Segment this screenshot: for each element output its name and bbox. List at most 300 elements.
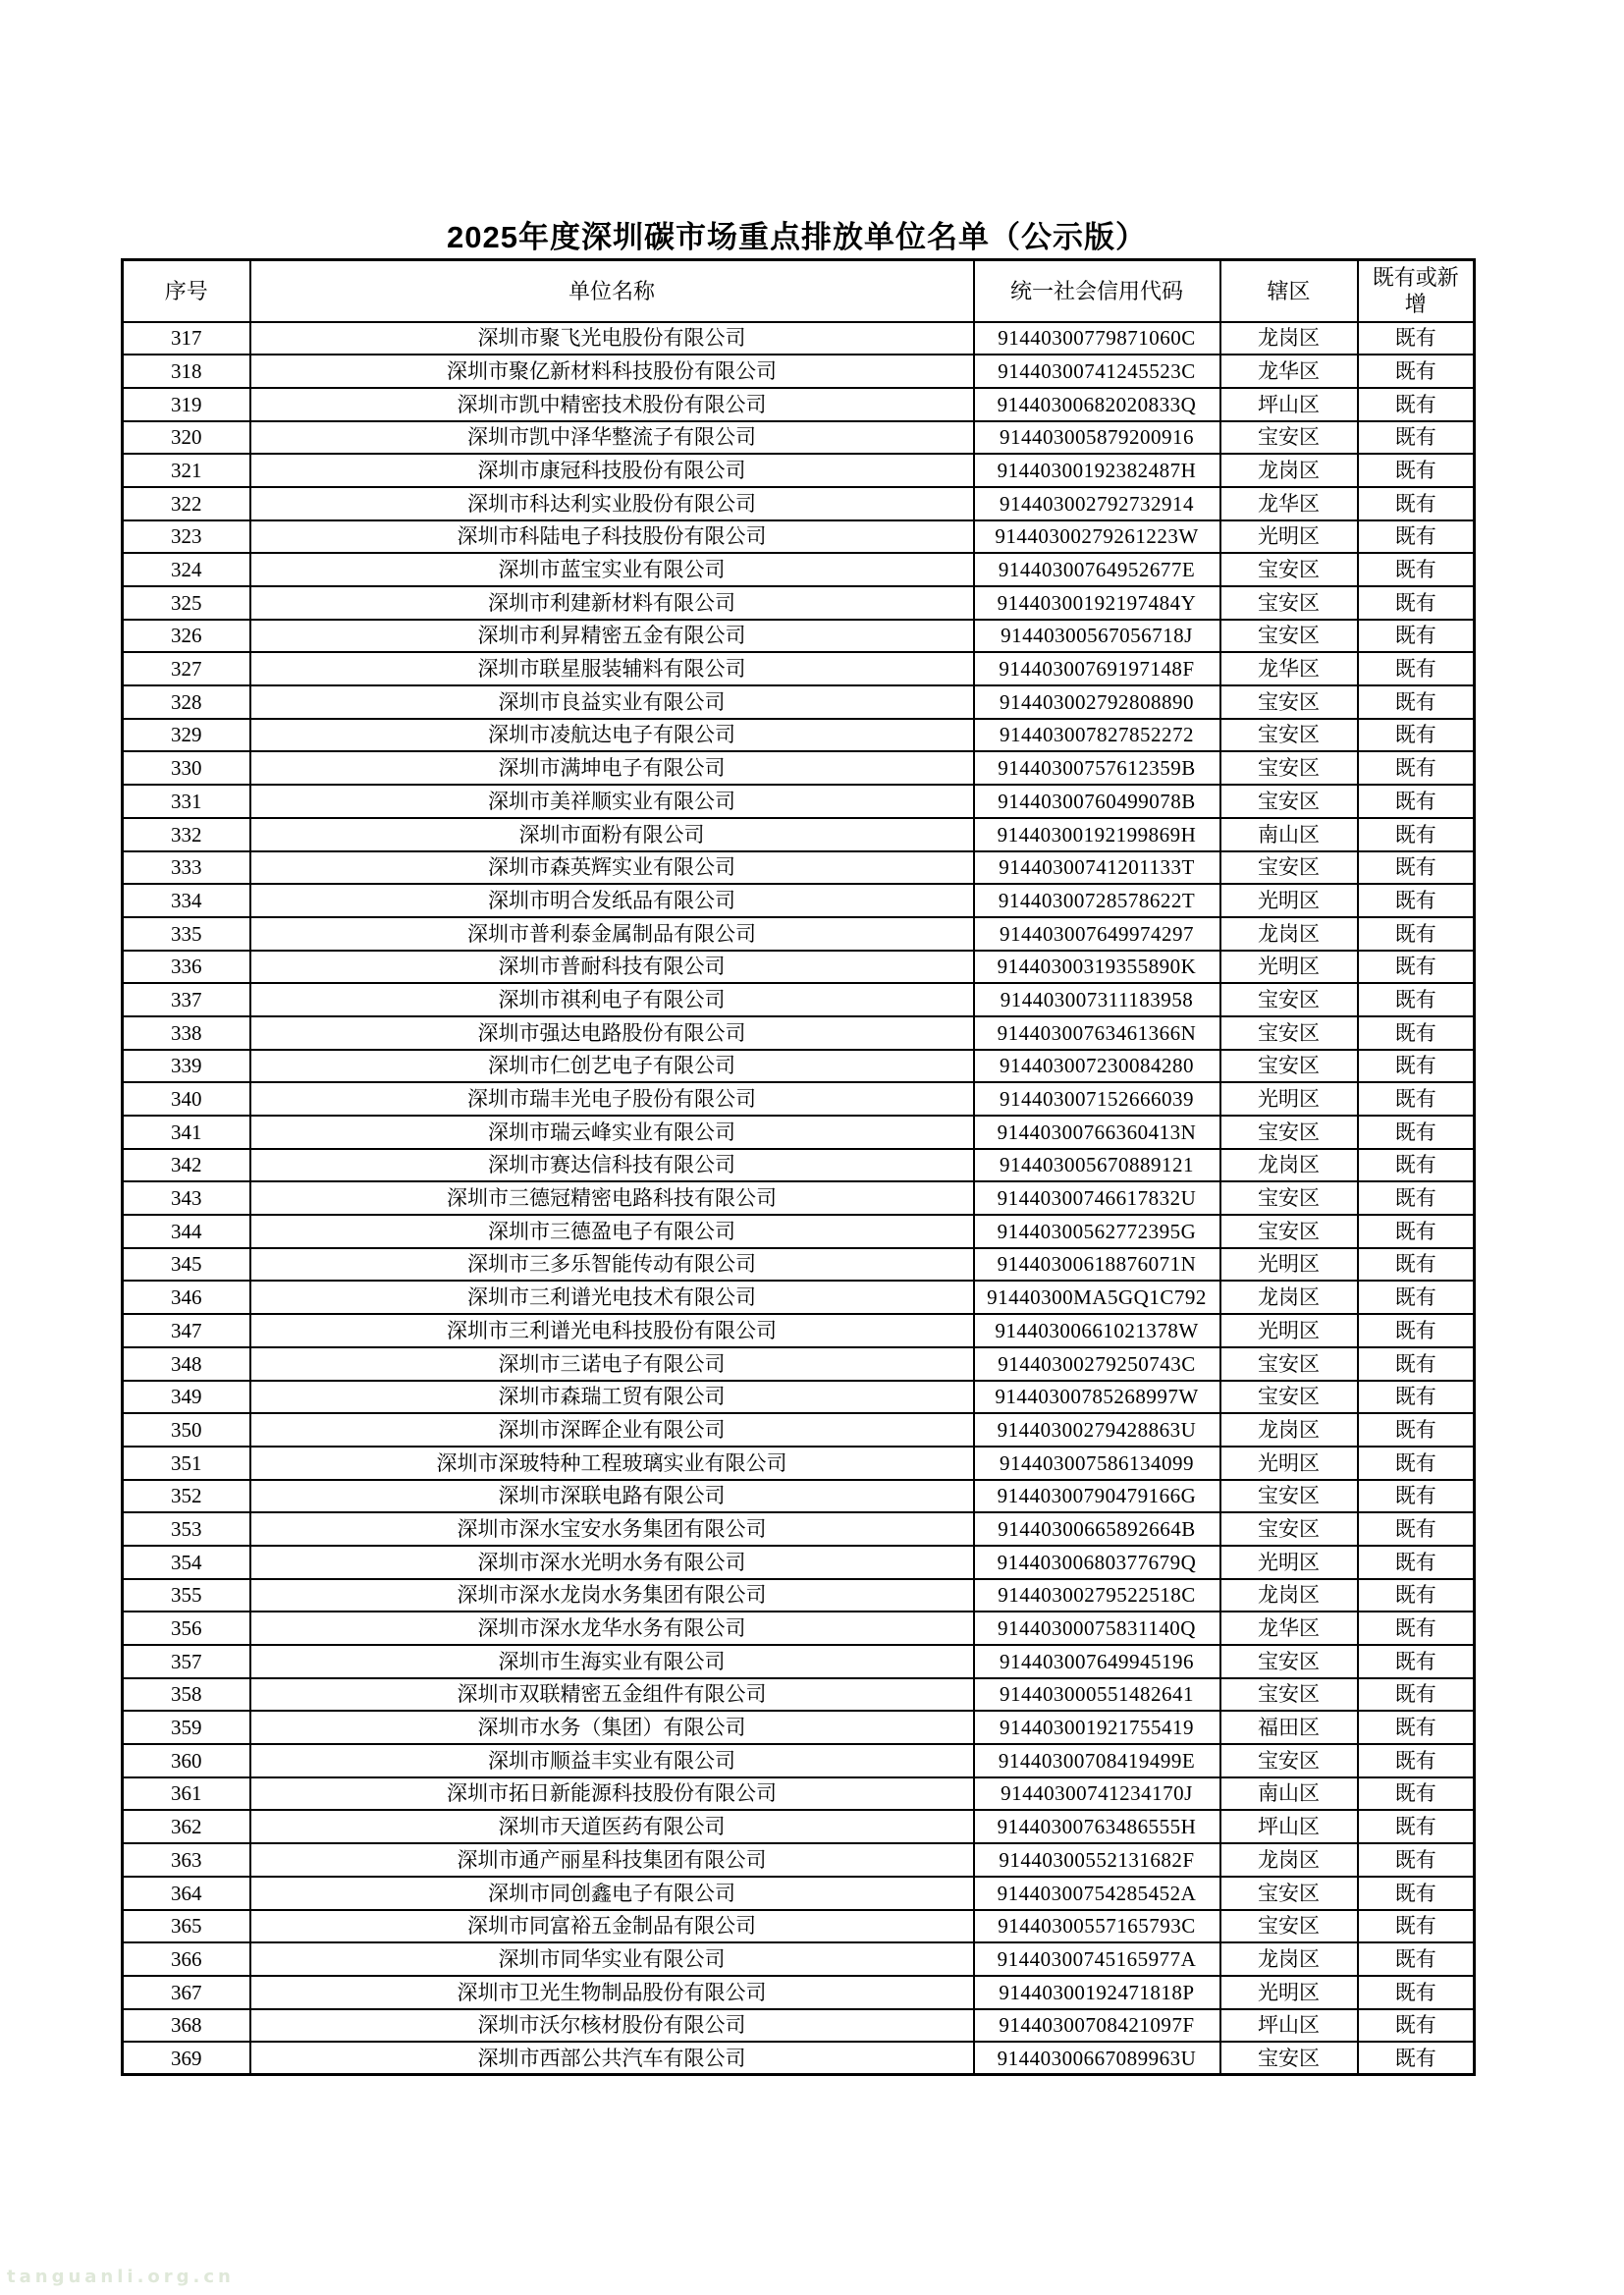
cell-status: 既有 — [1358, 1281, 1475, 1314]
table-row — [123, 818, 1475, 851]
cell-credit-code: 91440300319355890K — [974, 951, 1220, 984]
cell-company-name: 深圳市同富裕五金制品有限公司 — [250, 1910, 974, 1943]
cell-status: 既有 — [1358, 1910, 1475, 1943]
cell-index: 333 — [123, 851, 250, 885]
cell-company-name: 深圳市深水光明水务有限公司 — [250, 1546, 974, 1579]
cell-district: 宝安区 — [1220, 421, 1358, 455]
cell-credit-code: 91440300779871060C — [974, 322, 1220, 355]
cell-status: 既有 — [1358, 1447, 1475, 1480]
cell-company-name: 深圳市深水龙华水务有限公司 — [250, 1612, 974, 1645]
cell-index: 349 — [123, 1381, 250, 1414]
cell-status: 既有 — [1358, 388, 1475, 421]
cell-district: 南山区 — [1220, 818, 1358, 851]
cell-status: 既有 — [1358, 620, 1475, 653]
cell-index: 330 — [123, 751, 250, 785]
cell-district: 宝安区 — [1220, 620, 1358, 653]
cell-credit-code: 914403000551482641 — [974, 1678, 1220, 1712]
table-row — [123, 1248, 1475, 1282]
cell-credit-code: 91440300760499078B — [974, 785, 1220, 818]
cell-index: 343 — [123, 1181, 250, 1215]
cell-company-name: 深圳市仁创艺电子有限公司 — [250, 1050, 974, 1083]
cell-status: 既有 — [1358, 1116, 1475, 1149]
cell-status: 既有 — [1358, 586, 1475, 620]
cell-status: 既有 — [1358, 1579, 1475, 1612]
cell-district: 宝安区 — [1220, 1480, 1358, 1513]
table-row — [123, 1910, 1475, 1943]
table-row — [123, 2009, 1475, 2043]
cell-index: 334 — [123, 884, 250, 917]
cell-credit-code: 91440300279522518C — [974, 1579, 1220, 1612]
cell-company-name: 深圳市森英辉实业有限公司 — [250, 851, 974, 885]
cell-district: 坪山区 — [1220, 1810, 1358, 1843]
table-row — [123, 1116, 1475, 1149]
table-row — [123, 983, 1475, 1016]
table-row — [123, 751, 1475, 785]
cell-status: 既有 — [1358, 1810, 1475, 1843]
cell-company-name: 深圳市同创鑫电子有限公司 — [250, 1877, 974, 1910]
site-watermark: tanguanli.org.cn — [7, 2267, 235, 2287]
cell-index: 324 — [123, 553, 250, 586]
cell-credit-code: 914403007827852272 — [974, 719, 1220, 752]
cell-district: 龙华区 — [1220, 355, 1358, 388]
table-row — [123, 851, 1475, 885]
cell-district: 宝安区 — [1220, 586, 1358, 620]
cell-status: 既有 — [1358, 884, 1475, 917]
cell-status: 既有 — [1358, 1645, 1475, 1678]
cell-district: 龙岗区 — [1220, 1281, 1358, 1314]
cell-district: 龙华区 — [1220, 487, 1358, 520]
cell-company-name: 深圳市瑞云峰实业有限公司 — [250, 1116, 974, 1149]
cell-credit-code: 914403007649974297 — [974, 917, 1220, 951]
cell-status: 既有 — [1358, 719, 1475, 752]
table-row — [123, 421, 1475, 455]
cell-company-name: 深圳市深联电路有限公司 — [250, 1480, 974, 1513]
cell-company-name: 深圳市凯中泽华整流子有限公司 — [250, 421, 974, 455]
table-row — [123, 1579, 1475, 1612]
cell-credit-code: 91440300754285452A — [974, 1877, 1220, 1910]
cell-index: 355 — [123, 1579, 250, 1612]
cell-index: 328 — [123, 685, 250, 719]
table-row — [123, 322, 1475, 355]
cell-status: 既有 — [1358, 1777, 1475, 1811]
cell-company-name: 深圳市森瑞工贸有限公司 — [250, 1381, 974, 1414]
cell-district: 坪山区 — [1220, 388, 1358, 421]
table-row — [123, 2042, 1475, 2075]
cell-index: 325 — [123, 586, 250, 620]
cell-district: 宝安区 — [1220, 685, 1358, 719]
cell-index: 332 — [123, 818, 250, 851]
table-row — [123, 355, 1475, 388]
cell-company-name: 深圳市科达利实业股份有限公司 — [250, 487, 974, 520]
table-row — [123, 1447, 1475, 1480]
cell-district: 龙华区 — [1220, 652, 1358, 685]
table-row — [123, 1810, 1475, 1843]
table-row — [123, 520, 1475, 554]
cell-credit-code: 914403005879200916 — [974, 421, 1220, 455]
cell-company-name: 深圳市水务（集团）有限公司 — [250, 1711, 974, 1744]
cell-credit-code: 91440300192197484Y — [974, 586, 1220, 620]
cell-status: 既有 — [1358, 322, 1475, 355]
cell-company-name: 深圳市凌航达电子有限公司 — [250, 719, 974, 752]
header-row — [123, 260, 1475, 322]
cell-company-name: 深圳市面粉有限公司 — [250, 818, 974, 851]
cell-company-name: 深圳市深水龙岗水务集团有限公司 — [250, 1579, 974, 1612]
table-row — [123, 1546, 1475, 1579]
cell-status: 既有 — [1358, 1149, 1475, 1182]
cell-status: 既有 — [1358, 1711, 1475, 1744]
cell-status: 既有 — [1358, 454, 1475, 487]
cell-credit-code: 91440300708419499E — [974, 1744, 1220, 1777]
cell-company-name: 深圳市生海实业有限公司 — [250, 1645, 974, 1678]
cell-district: 光明区 — [1220, 1314, 1358, 1347]
cell-district: 龙岗区 — [1220, 1843, 1358, 1877]
cell-credit-code: 914403001921755419 — [974, 1711, 1220, 1744]
table-row — [123, 1645, 1475, 1678]
cell-company-name: 深圳市聚亿新材料科技股份有限公司 — [250, 355, 974, 388]
cell-index: 346 — [123, 1281, 250, 1314]
cell-status: 既有 — [1358, 1215, 1475, 1248]
cell-index: 327 — [123, 652, 250, 685]
cell-index: 317 — [123, 322, 250, 355]
table-row — [123, 951, 1475, 984]
header-index: 序号 — [123, 260, 250, 322]
cell-index: 361 — [123, 1777, 250, 1811]
cell-index: 322 — [123, 487, 250, 520]
cell-status: 既有 — [1358, 1612, 1475, 1645]
cell-credit-code: 914403002792732914 — [974, 487, 1220, 520]
cell-credit-code: 914403007230084280 — [974, 1050, 1220, 1083]
cell-status: 既有 — [1358, 818, 1475, 851]
cell-district: 龙岗区 — [1220, 917, 1358, 951]
cell-district: 光明区 — [1220, 1976, 1358, 2009]
cell-company-name: 深圳市蓝宝实业有限公司 — [250, 553, 974, 586]
cell-company-name: 深圳市三德冠精密电路科技有限公司 — [250, 1181, 974, 1215]
cell-status: 既有 — [1358, 553, 1475, 586]
cell-district: 光明区 — [1220, 951, 1358, 984]
cell-credit-code: 91440300667089963U — [974, 2042, 1220, 2075]
cell-district: 光明区 — [1220, 884, 1358, 917]
cell-credit-code: 91440300769197148F — [974, 652, 1220, 685]
table-row — [123, 1347, 1475, 1381]
cell-credit-code: 91440300741201133T — [974, 851, 1220, 885]
cell-credit-code: 91440300763486555H — [974, 1810, 1220, 1843]
cell-index: 365 — [123, 1910, 250, 1943]
cell-credit-code: 914403007152666039 — [974, 1082, 1220, 1116]
cell-index: 364 — [123, 1877, 250, 1910]
cell-index: 353 — [123, 1512, 250, 1546]
cell-credit-code: 914403007586134099 — [974, 1447, 1220, 1480]
cell-district: 龙岗区 — [1220, 1413, 1358, 1447]
cell-credit-code: 91440300557165793C — [974, 1910, 1220, 1943]
cell-index: 336 — [123, 951, 250, 984]
cell-index: 358 — [123, 1678, 250, 1712]
header-status: 既有或新增 — [1358, 260, 1475, 322]
cell-status: 既有 — [1358, 1877, 1475, 1910]
cell-credit-code: 91440300680377679Q — [974, 1546, 1220, 1579]
cell-status: 既有 — [1358, 2009, 1475, 2043]
cell-status: 既有 — [1358, 1381, 1475, 1414]
cell-company-name: 深圳市美祥顺实业有限公司 — [250, 785, 974, 818]
cell-district: 宝安区 — [1220, 1116, 1358, 1149]
table-row — [123, 917, 1475, 951]
table-row — [123, 1843, 1475, 1877]
page-title: 2025年度深圳碳市场重点排放单位名单（公示版） — [447, 220, 1147, 254]
cell-credit-code: 914403005670889121 — [974, 1149, 1220, 1182]
cell-credit-code: 91440300562772395G — [974, 1215, 1220, 1248]
cell-district: 宝安区 — [1220, 2042, 1358, 2075]
cell-district: 宝安区 — [1220, 1050, 1358, 1083]
cell-district: 光明区 — [1220, 1546, 1358, 1579]
table-row — [123, 1512, 1475, 1546]
cell-district: 宝安区 — [1220, 1215, 1358, 1248]
cell-index: 318 — [123, 355, 250, 388]
cell-status: 既有 — [1358, 1050, 1475, 1083]
cell-company-name: 深圳市三利谱光电科技股份有限公司 — [250, 1314, 974, 1347]
cell-district: 宝安区 — [1220, 1181, 1358, 1215]
cell-credit-code: 91440300552131682F — [974, 1843, 1220, 1877]
cell-index: 350 — [123, 1413, 250, 1447]
cell-credit-code: 914403007311183958 — [974, 983, 1220, 1016]
cell-credit-code: 914403007649945196 — [974, 1645, 1220, 1678]
cell-company-name: 深圳市普利泰金属制品有限公司 — [250, 917, 974, 951]
cell-index: 326 — [123, 620, 250, 653]
cell-company-name: 深圳市利昇精密五金有限公司 — [250, 620, 974, 653]
table-row — [123, 1480, 1475, 1513]
cell-index: 340 — [123, 1082, 250, 1116]
table-row — [123, 719, 1475, 752]
cell-status: 既有 — [1358, 1843, 1475, 1877]
cell-district: 宝安区 — [1220, 553, 1358, 586]
cell-credit-code: 91440300192199869H — [974, 818, 1220, 851]
cell-credit-code: 91440300708421097F — [974, 2009, 1220, 2043]
header-company-name: 单位名称 — [250, 260, 974, 322]
table-row — [123, 586, 1475, 620]
cell-credit-code: 91440300279250743C — [974, 1347, 1220, 1381]
cell-index: 347 — [123, 1314, 250, 1347]
emission-units-table — [121, 258, 1476, 2076]
cell-status: 既有 — [1358, 421, 1475, 455]
cell-company-name: 深圳市同华实业有限公司 — [250, 1942, 974, 1976]
cell-company-name: 深圳市三利谱光电技术有限公司 — [250, 1281, 974, 1314]
cell-credit-code: 91440300764952677E — [974, 553, 1220, 586]
cell-company-name: 深圳市西部公共汽车有限公司 — [250, 2042, 974, 2075]
cell-credit-code: 91440300785268997W — [974, 1381, 1220, 1414]
table-row — [123, 1711, 1475, 1744]
cell-index: 329 — [123, 719, 250, 752]
cell-district: 宝安区 — [1220, 1877, 1358, 1910]
cell-credit-code: 91440300728578622T — [974, 884, 1220, 917]
cell-index: 338 — [123, 1016, 250, 1050]
table-row — [123, 1181, 1475, 1215]
cell-index: 335 — [123, 917, 250, 951]
cell-credit-code: 91440300746617832U — [974, 1181, 1220, 1215]
cell-index: 368 — [123, 2009, 250, 2043]
cell-district: 宝安区 — [1220, 1347, 1358, 1381]
cell-status: 既有 — [1358, 2042, 1475, 2075]
cell-index: 342 — [123, 1149, 250, 1182]
cell-district: 宝安区 — [1220, 851, 1358, 885]
cell-district: 龙岗区 — [1220, 1149, 1358, 1182]
table-row — [123, 1777, 1475, 1811]
cell-company-name: 深圳市明合发纸品有限公司 — [250, 884, 974, 917]
cell-status: 既有 — [1358, 1976, 1475, 2009]
cell-company-name: 深圳市双联精密五金组件有限公司 — [250, 1678, 974, 1712]
cell-index: 351 — [123, 1447, 250, 1480]
cell-company-name: 深圳市深玻特种工程玻璃实业有限公司 — [250, 1447, 974, 1480]
cell-index: 356 — [123, 1612, 250, 1645]
cell-district: 宝安区 — [1220, 1016, 1358, 1050]
cell-index: 359 — [123, 1711, 250, 1744]
cell-index: 341 — [123, 1116, 250, 1149]
table-row — [123, 454, 1475, 487]
cell-company-name: 深圳市天道医药有限公司 — [250, 1810, 974, 1843]
cell-credit-code: 91440300790479166G — [974, 1480, 1220, 1513]
cell-status: 既有 — [1358, 1347, 1475, 1381]
cell-company-name: 深圳市聚飞光电股份有限公司 — [250, 322, 974, 355]
cell-district: 龙岗区 — [1220, 1942, 1358, 1976]
table-row — [123, 1314, 1475, 1347]
cell-credit-code: 91440300741234170J — [974, 1777, 1220, 1811]
cell-index: 360 — [123, 1744, 250, 1777]
table-row — [123, 785, 1475, 818]
cell-index: 331 — [123, 785, 250, 818]
cell-status: 既有 — [1358, 1082, 1475, 1116]
cell-district: 宝安区 — [1220, 785, 1358, 818]
table-row — [123, 1016, 1475, 1050]
cell-company-name: 深圳市强达电路股份有限公司 — [250, 1016, 974, 1050]
cell-index: 337 — [123, 983, 250, 1016]
cell-index: 323 — [123, 520, 250, 554]
cell-index: 352 — [123, 1480, 250, 1513]
cell-credit-code: 91440300192471818P — [974, 1976, 1220, 2009]
cell-status: 既有 — [1358, 1016, 1475, 1050]
cell-company-name: 深圳市通产丽星科技集团有限公司 — [250, 1843, 974, 1877]
cell-credit-code: 91440300192382487H — [974, 454, 1220, 487]
cell-status: 既有 — [1358, 652, 1475, 685]
cell-district: 光明区 — [1220, 1447, 1358, 1480]
table-row — [123, 685, 1475, 719]
cell-index: 321 — [123, 454, 250, 487]
cell-index: 366 — [123, 1942, 250, 1976]
cell-company-name: 深圳市联星服装辅料有限公司 — [250, 652, 974, 685]
cell-index: 344 — [123, 1215, 250, 1248]
cell-status: 既有 — [1358, 1512, 1475, 1546]
cell-credit-code: 91440300682020833Q — [974, 388, 1220, 421]
cell-status: 既有 — [1358, 487, 1475, 520]
cell-district: 宝安区 — [1220, 1381, 1358, 1414]
cell-credit-code: 91440300567056718J — [974, 620, 1220, 653]
cell-index: 345 — [123, 1248, 250, 1282]
cell-credit-code: 91440300075831140Q — [974, 1612, 1220, 1645]
cell-company-name: 深圳市深水宝安水务集团有限公司 — [250, 1512, 974, 1546]
cell-index: 357 — [123, 1645, 250, 1678]
table-row — [123, 1678, 1475, 1712]
cell-company-name: 深圳市满坤电子有限公司 — [250, 751, 974, 785]
cell-company-name: 深圳市沃尔核材股份有限公司 — [250, 2009, 974, 2043]
table-row — [123, 1942, 1475, 1976]
cell-index: 363 — [123, 1843, 250, 1877]
cell-district: 宝安区 — [1220, 983, 1358, 1016]
cell-district: 光明区 — [1220, 1082, 1358, 1116]
cell-company-name: 深圳市三多乐智能传动有限公司 — [250, 1248, 974, 1282]
cell-status: 既有 — [1358, 983, 1475, 1016]
table-row — [123, 1381, 1475, 1414]
cell-district: 光明区 — [1220, 1248, 1358, 1282]
cell-district: 龙岗区 — [1220, 454, 1358, 487]
cell-company-name: 深圳市三德盈电子有限公司 — [250, 1215, 974, 1248]
table-row — [123, 1281, 1475, 1314]
cell-status: 既有 — [1358, 1678, 1475, 1712]
cell-company-name: 深圳市瑞丰光电子股份有限公司 — [250, 1082, 974, 1116]
table-row — [123, 1413, 1475, 1447]
table-row — [123, 487, 1475, 520]
cell-credit-code: 91440300MA5GQ1C792 — [974, 1281, 1220, 1314]
cell-credit-code: 91440300661021378W — [974, 1314, 1220, 1347]
cell-district: 宝安区 — [1220, 1645, 1358, 1678]
cell-district: 宝安区 — [1220, 1512, 1358, 1546]
cell-credit-code: 91440300757612359B — [974, 751, 1220, 785]
cell-status: 既有 — [1358, 1546, 1475, 1579]
cell-district: 龙岗区 — [1220, 1579, 1358, 1612]
cell-district: 宝安区 — [1220, 1678, 1358, 1712]
cell-index: 362 — [123, 1810, 250, 1843]
cell-index: 320 — [123, 421, 250, 455]
cell-district: 宝安区 — [1220, 1910, 1358, 1943]
cell-status: 既有 — [1358, 520, 1475, 554]
cell-credit-code: 91440300766360413N — [974, 1116, 1220, 1149]
cell-company-name: 深圳市三诺电子有限公司 — [250, 1347, 974, 1381]
cell-status: 既有 — [1358, 851, 1475, 885]
cell-district: 福田区 — [1220, 1711, 1358, 1744]
cell-status: 既有 — [1358, 685, 1475, 719]
cell-status: 既有 — [1358, 917, 1475, 951]
cell-index: 367 — [123, 1976, 250, 2009]
cell-district: 宝安区 — [1220, 1744, 1358, 1777]
cell-index: 354 — [123, 1546, 250, 1579]
emission-units-table-wrap — [121, 258, 1473, 2076]
cell-company-name: 深圳市良益实业有限公司 — [250, 685, 974, 719]
cell-company-name: 深圳市祺利电子有限公司 — [250, 983, 974, 1016]
cell-status: 既有 — [1358, 355, 1475, 388]
table-row — [123, 1215, 1475, 1248]
cell-credit-code: 91440300763461366N — [974, 1016, 1220, 1050]
cell-credit-code: 91440300745165977A — [974, 1942, 1220, 1976]
cell-company-name: 深圳市深晖企业有限公司 — [250, 1413, 974, 1447]
table-row — [123, 884, 1475, 917]
cell-index: 339 — [123, 1050, 250, 1083]
cell-status: 既有 — [1358, 1413, 1475, 1447]
cell-status: 既有 — [1358, 1248, 1475, 1282]
cell-company-name: 深圳市卫光生物制品股份有限公司 — [250, 1976, 974, 2009]
table-row — [123, 1149, 1475, 1182]
cell-status: 既有 — [1358, 785, 1475, 818]
table-row — [123, 652, 1475, 685]
cell-company-name: 深圳市科陆电子科技股份有限公司 — [250, 520, 974, 554]
table-row — [123, 1612, 1475, 1645]
table-row — [123, 388, 1475, 421]
cell-status: 既有 — [1358, 951, 1475, 984]
table-header — [123, 260, 1475, 322]
cell-index: 369 — [123, 2042, 250, 2075]
table-row — [123, 1744, 1475, 1777]
header-credit-code: 统一社会信用代码 — [974, 260, 1220, 322]
cell-company-name: 深圳市拓日新能源科技股份有限公司 — [250, 1777, 974, 1811]
cell-district: 龙华区 — [1220, 1612, 1358, 1645]
cell-status: 既有 — [1358, 1181, 1475, 1215]
cell-district: 宝安区 — [1220, 719, 1358, 752]
cell-company-name: 深圳市赛达信科技有限公司 — [250, 1149, 974, 1182]
table-row — [123, 1082, 1475, 1116]
